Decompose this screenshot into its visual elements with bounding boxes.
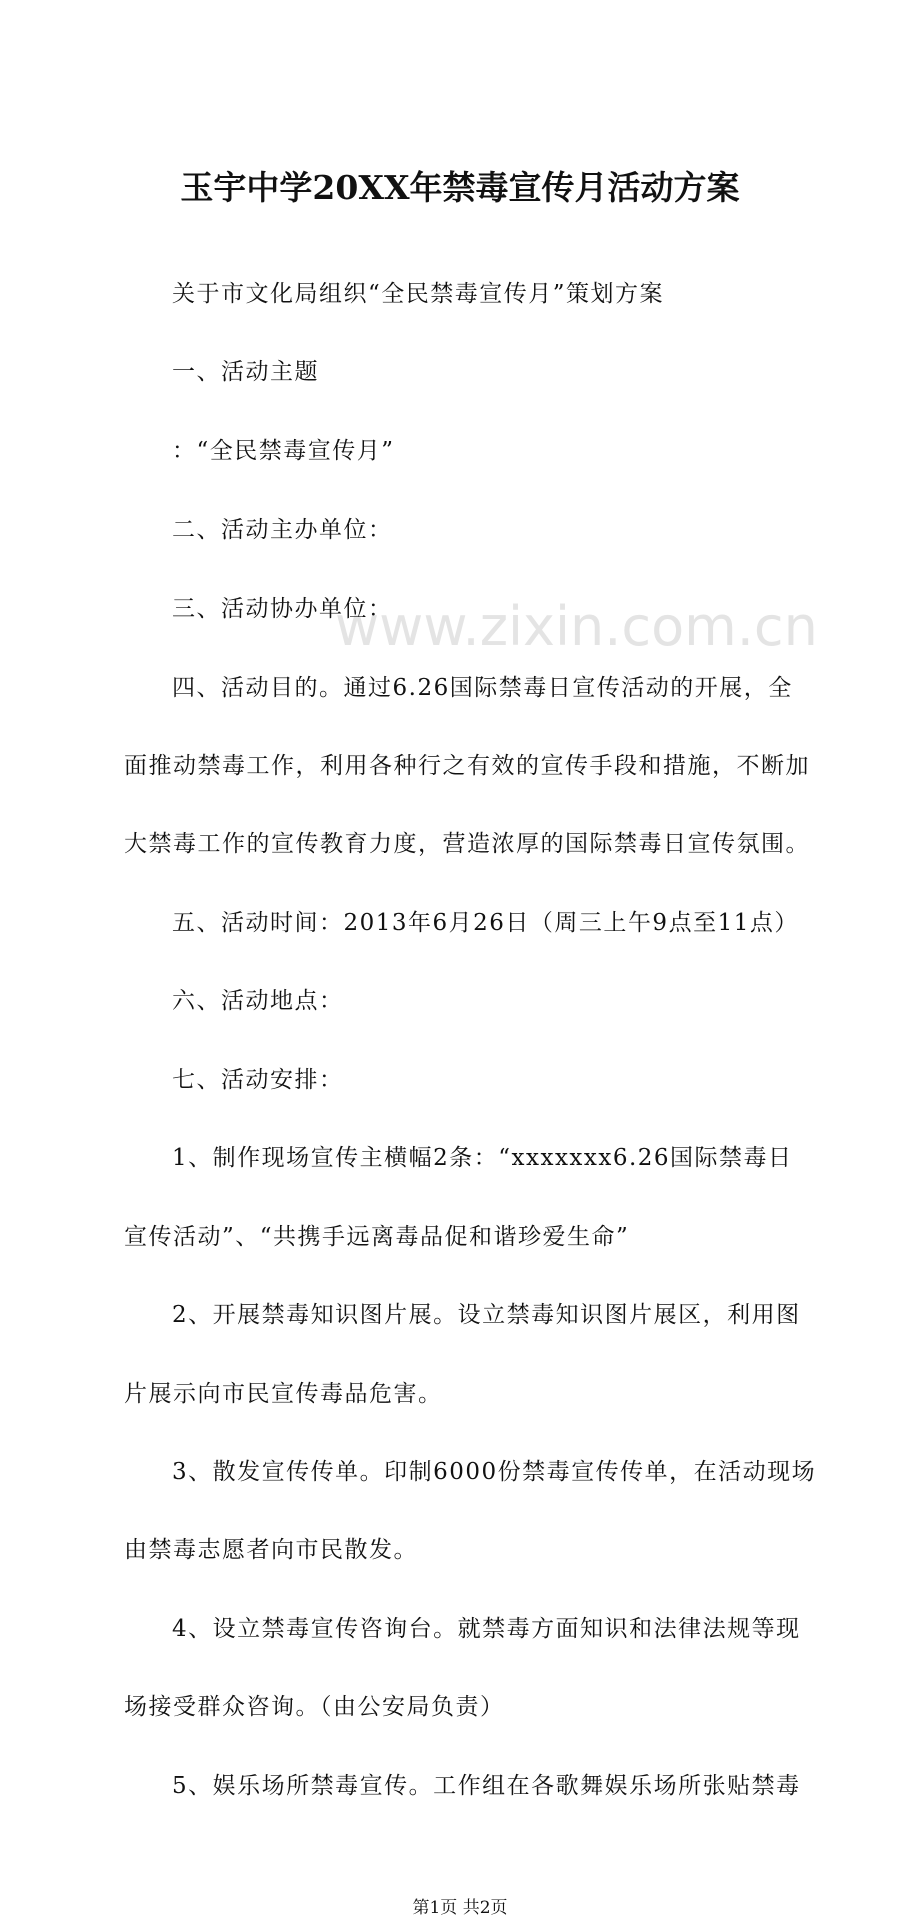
- heading-arrangement: 七、活动安排：: [172, 1067, 344, 1093]
- purpose-line-2: 面推动禁毒工作，利用各种行之有效的宣传手段和措施，不断加: [124, 753, 810, 779]
- heading-location: 六、活动地点：: [172, 988, 344, 1014]
- purpose-line-1: 四、活动目的。通过6.26国际禁毒日宣传活动的开展，全: [172, 675, 793, 701]
- item-4-line-1: 4、设立禁毒宣传咨询台。就禁毒方面知识和法律法规等现: [172, 1616, 801, 1642]
- heading-organizer: 二、活动主办单位：: [172, 517, 393, 543]
- item-3-line-1: 3、散发宣传传单。印制6000份禁毒宣传传单，在活动现场: [172, 1459, 817, 1485]
- watermark: www.zixin.com.cn: [335, 595, 818, 658]
- heading-co-organizer: 三、活动协办单位：: [172, 596, 393, 622]
- heading-theme: 一、活动主题: [172, 359, 319, 385]
- item-3-line-2: 由禁毒志愿者向市民散发。: [124, 1537, 418, 1563]
- item-1-line-1: 1、制作现场宣传主横幅2条：“xxxxxxx6.26国际禁毒日: [172, 1145, 793, 1171]
- item-2-line-1: 2、开展禁毒知识图片展。设立禁毒知识图片展区，利用图: [172, 1302, 801, 1328]
- item-1-line-2: 宣传活动”、“共携手远离毒品促和谐珍爱生命”: [124, 1224, 630, 1250]
- document-title: 玉宇中学20XX年禁毒宣传月活动方案: [180, 168, 740, 207]
- subtitle-line: 关于市文化局组织“全民禁毒宣传月”策划方案: [172, 281, 665, 307]
- item-2-line-2: 片展示向市民宣传毒品危害。: [124, 1381, 443, 1407]
- item-5-line-1: 5、娱乐场所禁毒宣传。工作组在各歌舞娱乐场所张贴禁毒: [172, 1773, 801, 1799]
- page-footer: 第1页 共2页: [412, 1898, 508, 1918]
- purpose-line-3: 大禁毒工作的宣传教育力度，营造浓厚的国际禁毒日宣传氛围。: [124, 831, 810, 857]
- theme-text: ：“全民禁毒宣传月”: [172, 438, 395, 464]
- item-4-line-2: 场接受群众咨询。（由公安局负责）: [124, 1694, 505, 1720]
- heading-time: 五、活动时间：2013年6月26日（周三上午9点至11点）: [172, 910, 799, 936]
